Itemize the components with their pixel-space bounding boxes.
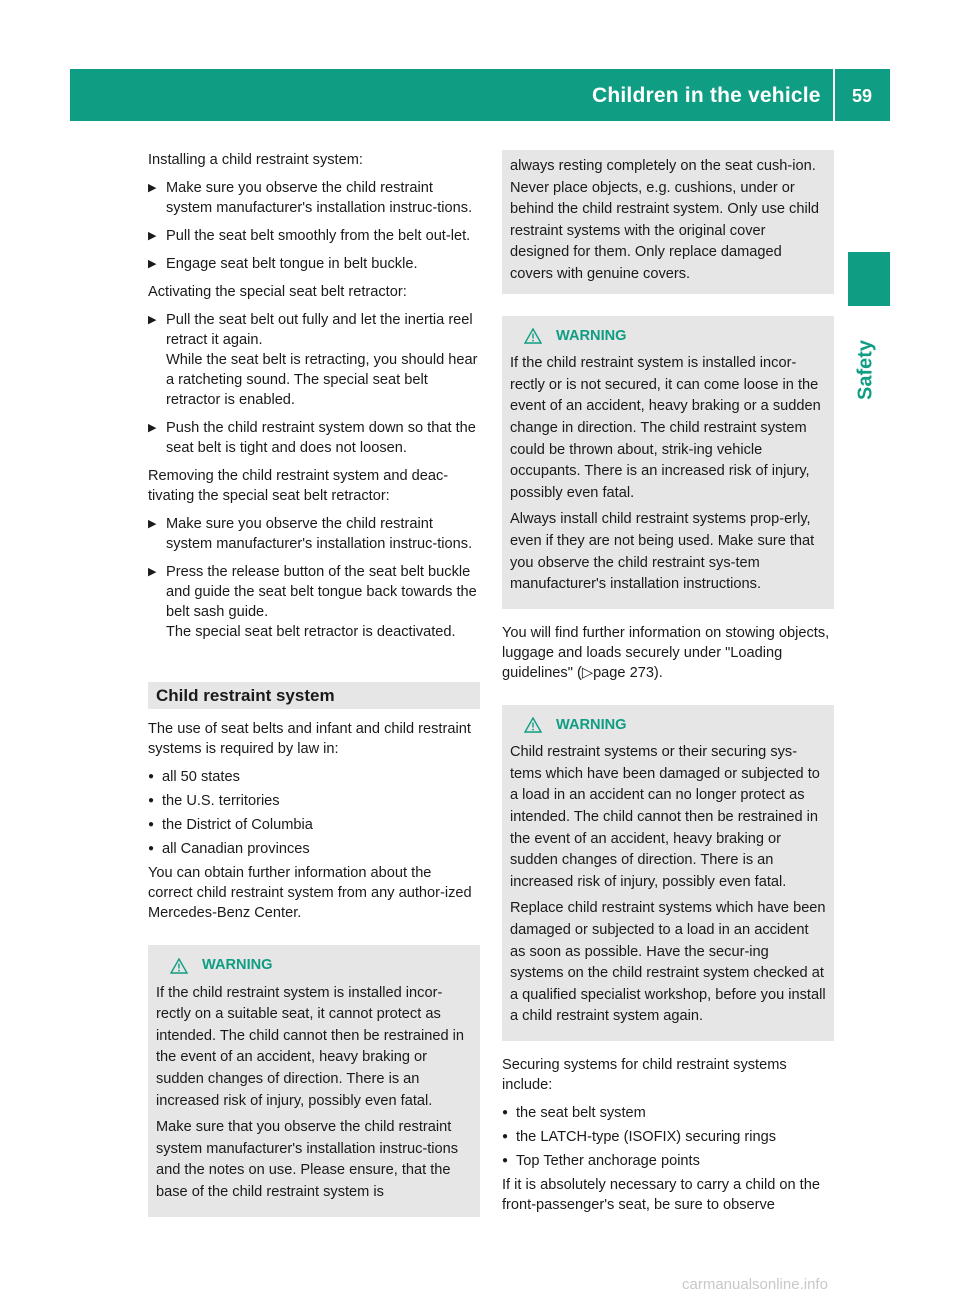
step-arrow-icon: ▶ (148, 182, 157, 194)
warning-box (502, 705, 834, 1041)
step-arrow-icon: ▶ (148, 258, 157, 270)
stow-reference: You will find further information on stowing objects, luggage and loads securely under "Loading guidelines" (▷page 273). (502, 624, 830, 681)
step-arrow-icon: ▶ (148, 230, 157, 242)
warning-text: If the child restraint system is installed incor-rectly or is not secured, it can come loose in the event of an accident, heavy braking or a sudden change in direction. The child restraint system could be thrown about, strik-ing vehicle occupants. There is an increased risk of injury, possibly even fatal. (510, 355, 821, 501)
step: ▶ Press the release button of the seat belt buckle and guide the seat belt tongue back towards the belt sash guide. The special seat belt retractor is deactivated. (148, 564, 477, 640)
bullet-icon: ● (502, 1131, 509, 1142)
step-arrow-icon: ▶ (148, 314, 157, 326)
bullet-icon: ● (502, 1155, 509, 1166)
bullet-icon: ● (148, 795, 155, 806)
bullet-icon: ● (148, 819, 155, 830)
header-divider (833, 69, 835, 121)
warning-header (510, 326, 826, 348)
intro-activating: Activating the special seat belt retractor: (148, 284, 407, 300)
left-column (148, 150, 480, 1231)
section-intro: The use of seat belts and infant and child restraint systems is required by law in: (148, 721, 471, 757)
list-item: ● the seat belt system (502, 1105, 646, 1121)
bullet-icon: ● (502, 1107, 509, 1118)
warning-triangle-icon (524, 328, 542, 344)
page-link[interactable]: page 273). (593, 664, 663, 681)
bullet-icon: ● (148, 843, 155, 854)
page-ref-arrow-icon: ▷ (581, 664, 594, 681)
step-arrow-icon: ▶ (148, 518, 157, 530)
section-tab (848, 252, 890, 306)
watermark: carmanualsonline.info (682, 1276, 828, 1293)
bullet-icon: ● (148, 771, 155, 782)
warning-continuation (502, 150, 834, 294)
warning-text: Make sure that you observe the child restraint system manufacturer's installation instruc-tions and the notes on use. Please ensure, that the base of the child restraint system is (156, 1119, 459, 1200)
intro-removing: Removing the child restraint system and deac-tivating the special seat belt retractor: (148, 468, 449, 504)
warning-box (148, 945, 480, 1217)
warning-label: WARNING (556, 327, 627, 344)
step: ▶ Make sure you observe the child restraint system manufacturer's installation instruc-tions. (148, 516, 473, 552)
page-number: 59 (852, 86, 873, 106)
warning-label: WARNING (556, 716, 627, 733)
list-item: ● Top Tether anchorage points (502, 1153, 700, 1169)
warning-header (510, 715, 826, 737)
step-arrow-icon: ▶ (148, 566, 157, 578)
step: ▶ Push the child restraint system down so that the seat belt is tight and does not loosen. (148, 420, 476, 456)
warning-header (156, 955, 472, 977)
warning-triangle-icon (170, 958, 188, 974)
step-arrow-icon: ▶ (148, 422, 157, 434)
list-item: ● all 50 states (148, 769, 240, 785)
securing-intro: Securing systems for child restraint systems include: (502, 1057, 787, 1093)
page-title: Children in the vehicle (592, 84, 821, 107)
warning-label: WARNING (202, 957, 273, 973)
section-heading: Child restraint system (148, 682, 480, 709)
list-item: ● all Canadian provinces (148, 841, 310, 857)
step: ▶ Engage seat belt tongue in belt buckle. (148, 256, 418, 272)
section-outro: You can obtain further information about the correct child restraint system from any author-ized Mercedes-Benz Center. (148, 865, 472, 921)
intro-installing: Installing a child restraint system: (148, 152, 363, 168)
warning-text: Child restraint systems or their securing sys-tems which have been damaged or subjected to a load in an accident can no longer protect as intended. The child cannot then be restrained in the event of an accident, heavy braking or sudden changes of direction. There is an increased risk of injury, possibly even fatal. (510, 744, 820, 890)
step: ▶ Pull the seat belt out fully and let the inertia reel retract it again. While the seat belt is retracting, you should hear a ratcheting sound. The special seat belt retractor is enabled. (148, 312, 478, 408)
final-text: If it is absolutely necessary to carry a child on the front-passenger's seat, be sure to observe (502, 1177, 820, 1213)
list-item: ● the District of Columbia (148, 817, 313, 833)
warning-text: Replace child restraint systems which have been damaged or subjected to a load in an accident as soon as possible. Have the secur-ing systems on the child restraint system checked at a qualified specialist workshop, before you install a child restraint system again. (510, 900, 826, 1025)
right-column (502, 150, 834, 1223)
warning-box (502, 316, 834, 609)
list-item: ● the LATCH-type (ISOFIX) securing rings (502, 1129, 777, 1145)
step: ▶ Make sure you observe the child restraint system manufacturer's installation instruc-tions. (148, 180, 473, 216)
warning-text: If the child restraint system is installed incor-rectly on a suitable seat, it cannot protect as intended. The child cannot then be restrained in the event of an accident, heavy braking or sudden changes of direction. There is an increased risk of injury, possibly even fatal. (156, 984, 465, 1109)
list-item: ● the U.S. territories (148, 793, 280, 809)
step: ▶ Pull the seat belt smoothly from the belt out-let. (148, 228, 471, 244)
section-label: Safety (854, 339, 877, 401)
warning-text: always resting completely on the seat cush-ion. Never place objects, e.g. cushions, under or behind the child restraint system. Only use child restraint systems with the original cover designed for them. Only replace damaged covers with genuine covers. (510, 158, 820, 282)
warning-triangle-icon (524, 717, 542, 733)
warning-text: Always install child restraint systems prop-erly, even if they are not being used. Make sure that you observe the child restraint sys-tem manufacturer's installation instructions. (510, 511, 815, 593)
